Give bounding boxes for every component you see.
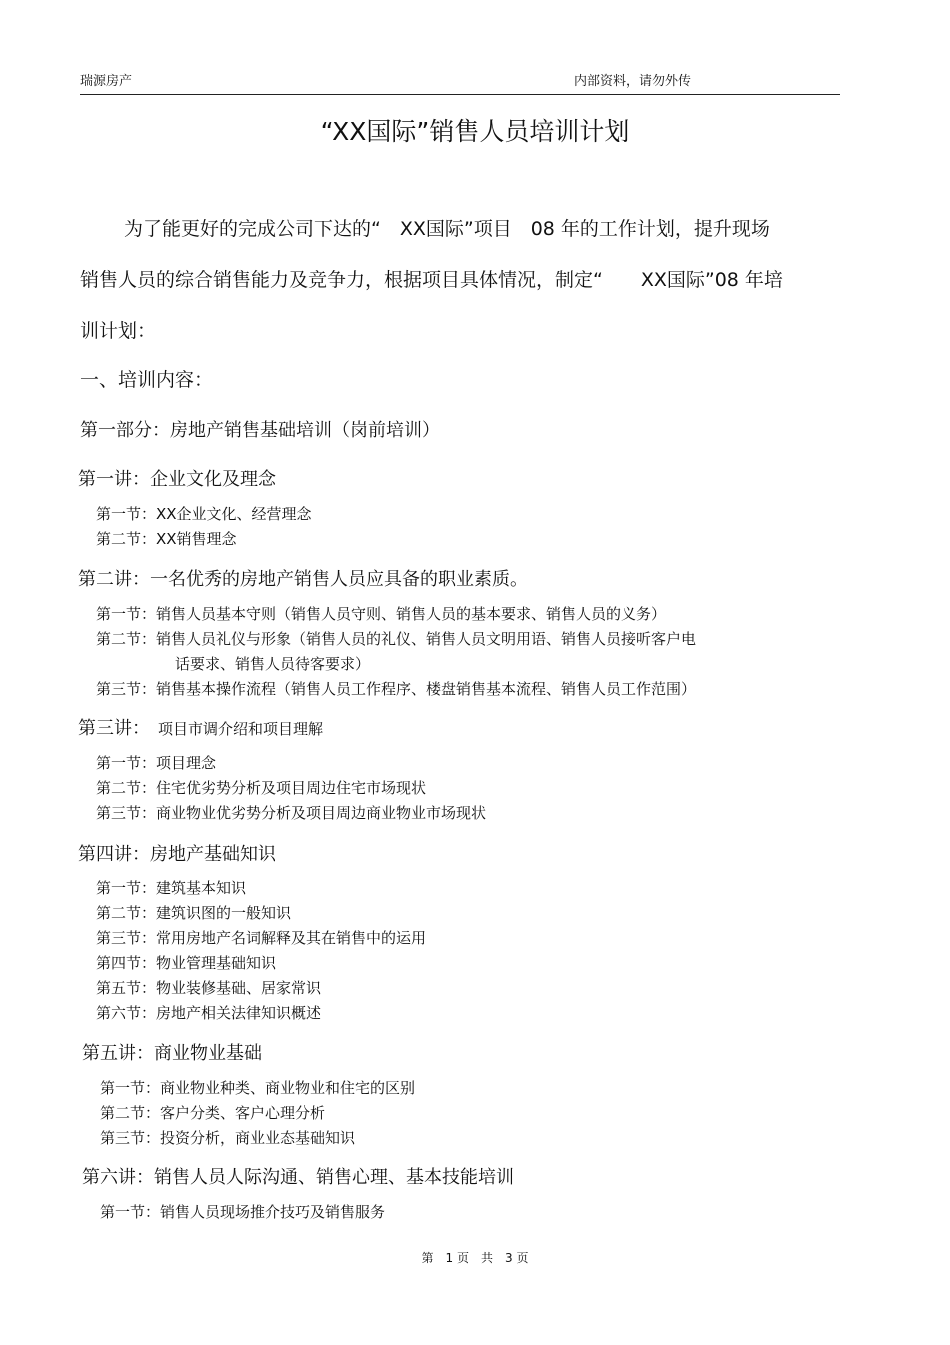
- lecture-title-prefix: 第三讲：: [78, 718, 150, 739]
- section-item: 第一节：商业物业种类、商业物业和住宅的区别: [100, 1079, 416, 1097]
- section-item: 第一节：XX企业文化、经营理念: [96, 505, 312, 523]
- lecture-title: 第二讲：一名优秀的房地产销售人员应具备的职业素质。: [78, 569, 528, 590]
- lecture-title-rest: 项目市调介绍和项目理解: [158, 720, 324, 738]
- intro-line-3: 训计划：: [80, 320, 157, 342]
- section-item-continued: 话要求、销售人员待客要求）: [175, 655, 371, 673]
- section-item: 第一节：项目理念: [96, 754, 217, 772]
- lecture-title: [78, 714, 323, 740]
- header-right: 内部资料，请勿外传: [574, 74, 692, 89]
- section-item: 第一节：建筑基本知识: [96, 879, 247, 897]
- section-item: 第一节：销售人员现场推介技巧及销售服务: [100, 1203, 386, 1221]
- lecture-title: 第六讲：销售人员人际沟通、销售心理、基本技能培训: [82, 1167, 514, 1188]
- section-item: 第二节：销售人员礼仪与形象（销售人员的礼仪、销售人员文明用语、销售人员接听客户电: [96, 630, 697, 648]
- section-item: 第二节：客户分类、客户心理分析: [100, 1104, 326, 1122]
- section-item: 第四节：物业管理基础知识: [96, 954, 277, 972]
- lecture-title: 第四讲：房地产基础知识: [78, 844, 276, 865]
- section-item: 第二节：住宅优劣势分析及项目周边住宅市场现状: [96, 779, 427, 797]
- section-item: 第三节：投资分析，商业业态基础知识: [100, 1129, 356, 1147]
- section-item: 第三节：商业物业优劣势分析及项目周边商业物业市场现状: [96, 804, 487, 822]
- section-item: 第三节：常用房地产名词解释及其在销售中的运用: [96, 929, 427, 947]
- header-left: 瑞源房产: [80, 74, 133, 89]
- intro-line-1: 为了能更好的完成公司下达的“ XX国际”项目 08 年的工作计划，提升现场: [124, 218, 770, 240]
- lecture-title: 第一讲：企业文化及理念: [78, 469, 276, 490]
- header-rule: [80, 94, 840, 95]
- part-heading: 第一部分：房地产销售基础培训（岗前培训）: [80, 420, 440, 441]
- page-title: “XX国际”销售人员培训计划: [320, 117, 630, 146]
- section-item: 第一节：销售人员基本守则（销售人员守则、销售人员的基本要求、销售人员的义务）: [96, 605, 667, 623]
- section-heading: 一、培训内容：: [80, 369, 214, 391]
- section-item: 第五节：物业装修基础、居家常识: [96, 979, 322, 997]
- section-item: 第二节：建筑识图的一般知识: [96, 904, 292, 922]
- lecture-title: 第五讲：商业物业基础: [82, 1043, 262, 1064]
- section-item: 第六节：房地产相关法律知识概述: [96, 1004, 322, 1022]
- page-number: 第 1 页 共 3 页: [421, 1251, 529, 1265]
- section-item: 第三节：销售基本操作流程（销售人员工作程序、楼盘销售基本流程、销售人员工作范围）: [96, 680, 697, 698]
- section-item: 第二节：XX销售理念: [96, 530, 237, 548]
- intro-line-2: 销售人员的综合销售能力及竞争力，根据项目具体情况，制定“ XX国际”08 年培: [80, 269, 783, 291]
